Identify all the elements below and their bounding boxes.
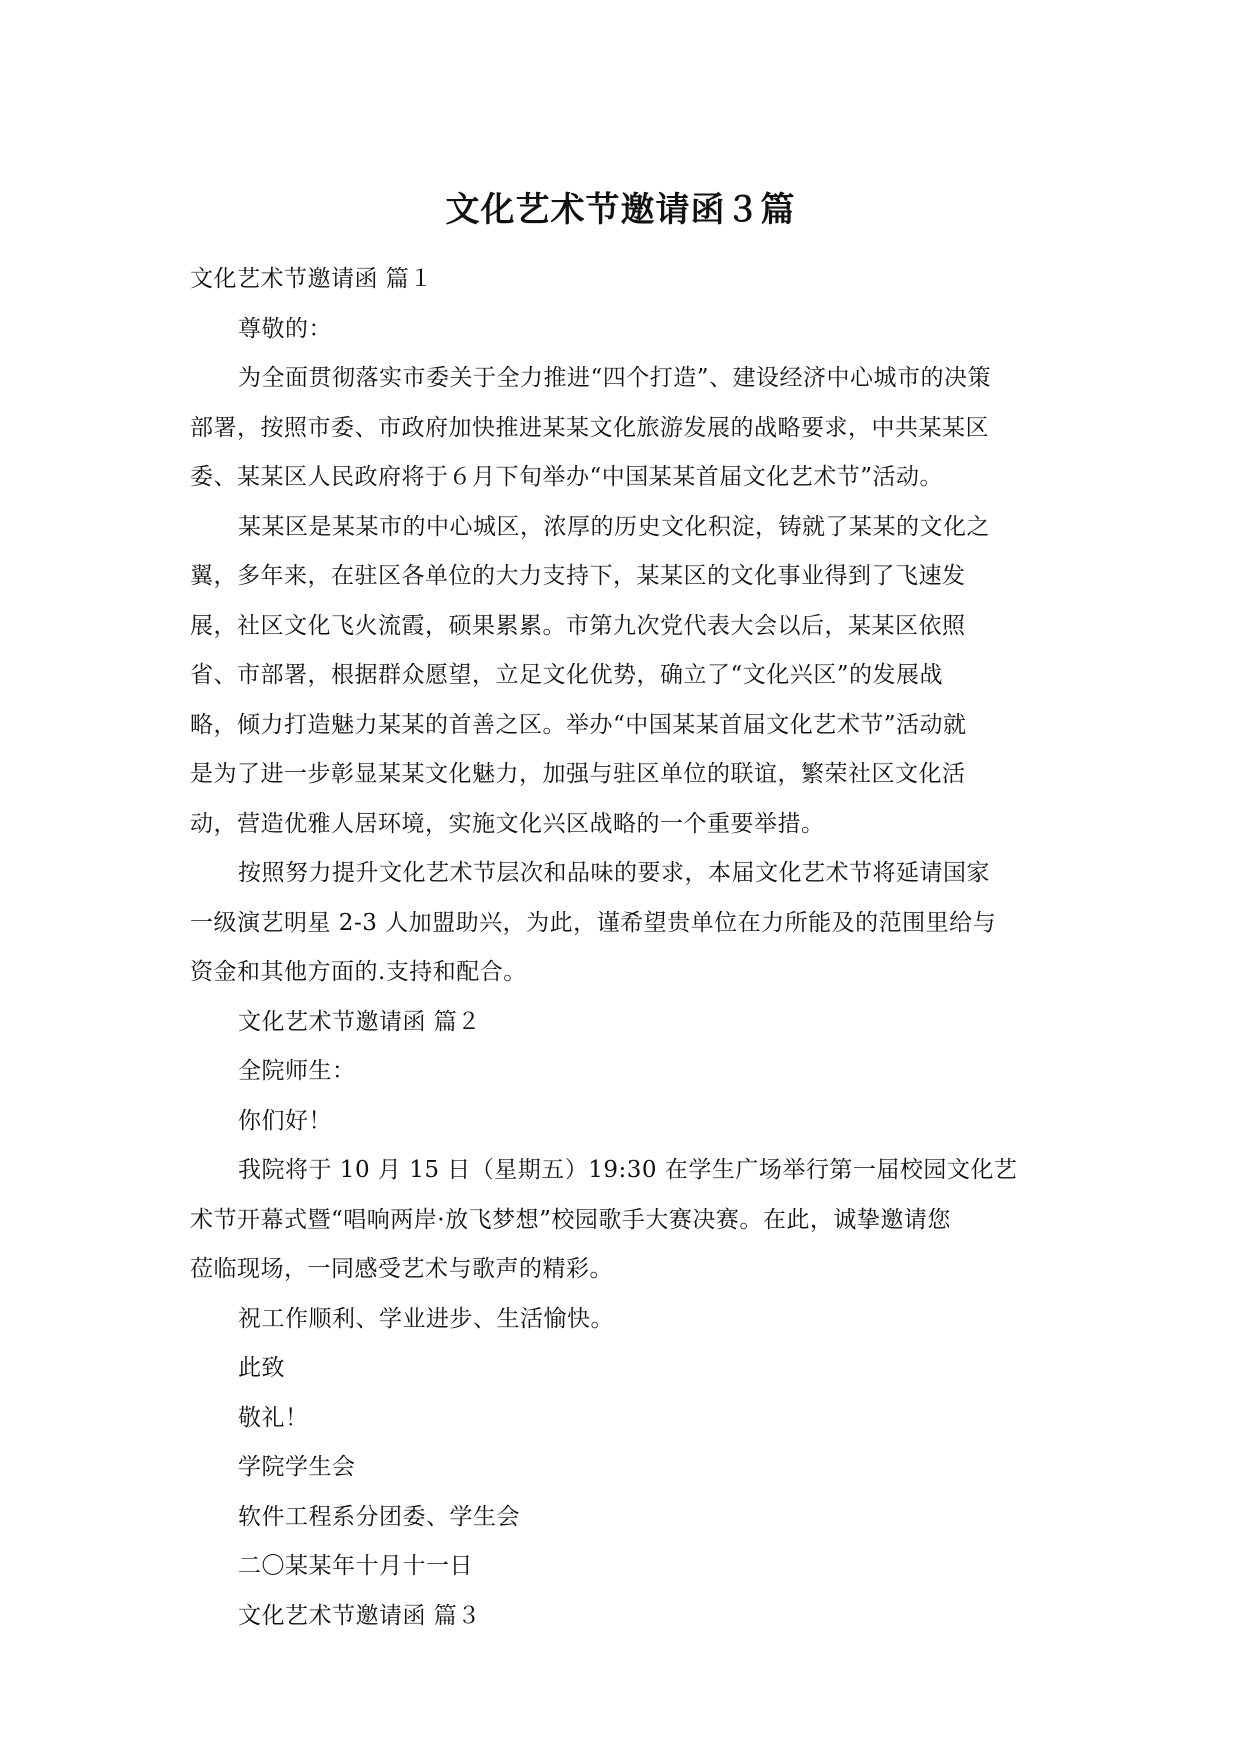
- text-line: 尊敬的：: [238, 315, 332, 342]
- text-line: 我院将于 10 月 15 日（星期五）19:30 在学生广场举行第一届校园文化艺: [238, 1157, 1018, 1183]
- text-line: 莅临现场，一同感受艺术与歌声的精彩。: [190, 1256, 613, 1282]
- text-line: 资金和其他方面的.支持和配合。: [190, 959, 527, 985]
- text-line: 为全面贯彻落实市委关于全力推进“四个打造”、建设经济中心城市的决策: [238, 365, 992, 391]
- text-line: 翼，多年来，在驻区各单位的大力支持下，某某区的文化事业得到了飞速发: [190, 563, 966, 589]
- text-line: 文化艺术节邀请函 篇２: [238, 1008, 481, 1035]
- text-line: 委、某某区人民政府将于６月下旬举办“中国某某首届文化艺术节”活动。: [190, 464, 944, 490]
- text-line: 学院学生会: [238, 1454, 356, 1480]
- document-body: [190, 255, 1052, 1641]
- text-line: 某某区是某某市的中心城区，浓厚的历史文化积淀，铸就了某某的文化之: [238, 513, 990, 540]
- text-line: 略，倾力打造魅力某某的首善之区。举办“中国某某首届文化艺术节”活动就: [190, 711, 967, 738]
- text-line: 全院师生：: [238, 1058, 356, 1084]
- text-line: 二〇某某年十月十一日: [238, 1553, 473, 1579]
- text-line: 祝工作顺利、学业进步、生活愉快。: [238, 1305, 614, 1332]
- text-line: 文化艺术节邀请函 篇１: [190, 266, 433, 292]
- text-line: 是为了进一步彰显某某文化魅力，加强与驻区单位的联谊，繁荣社区文化活: [190, 761, 966, 787]
- text-line: 你们好！: [238, 1107, 332, 1134]
- text-line: 按照努力提升文化艺术节层次和品味的要求，本届文化艺术节将延请国家: [238, 860, 990, 886]
- text-line: 文化艺术节邀请函 篇３: [238, 1602, 481, 1629]
- text-line: 敬礼！: [238, 1404, 309, 1431]
- document-title: 文化艺术节邀请函３篇: [445, 190, 796, 230]
- text-line: 省、市部署，根据群众愿望，立足文化优势，确立了“文化兴区”的发展战: [190, 662, 944, 688]
- text-line: 动，营造优雅人居环境，实施文化兴区战略的一个重要举措。: [190, 810, 825, 837]
- text-line: 术节开幕式暨“唱响两岸·放飞梦想”校园歌手大赛决赛。在此，诚挚邀请您: [190, 1206, 951, 1233]
- text-line: 此致: [238, 1355, 285, 1381]
- text-line: 一级演艺明星 2-3 人加盟助兴，为此，谨希望贵单位在力所能及的范围里给与: [190, 909, 997, 936]
- text-line: 部署，按照市委、市政府加快推进某某文化旅游发展的战略要求，中共某某区: [190, 414, 989, 441]
- text-line: 展，社区文化飞火流霞，硕果累累。市第九次党代表大会以后，某某区依照: [190, 612, 966, 639]
- text-line: 软件工程系分团委、学生会: [238, 1503, 520, 1530]
